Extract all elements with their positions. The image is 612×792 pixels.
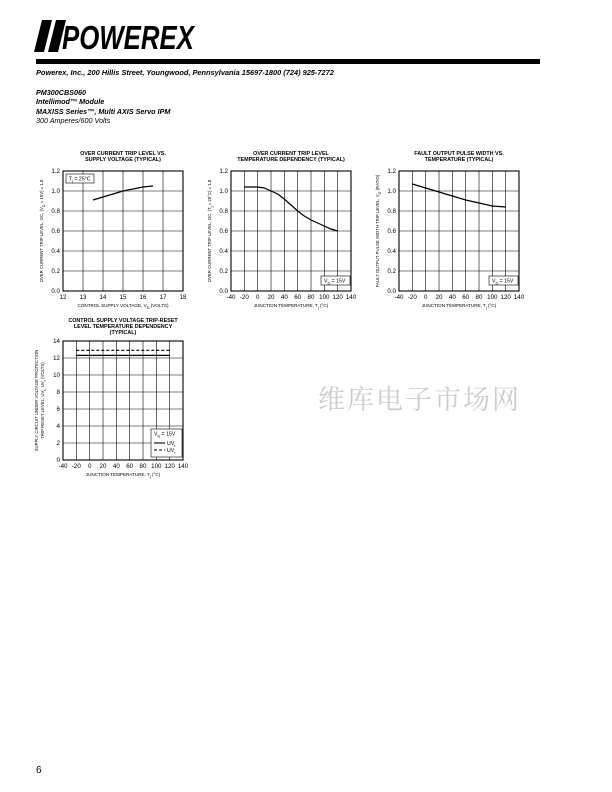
y-axis-label: OVER CURRENT TRIP LEVEL, OC, $(T_j = 25^\circ C) = 1.0$: [207, 179, 214, 283]
x-axis-label: JUNCTION TEMPERATURE, $T_j$ (°C): [421, 303, 497, 310]
y-tick-label: 0.8: [387, 208, 396, 215]
y-tick-label: 0.8: [51, 208, 60, 215]
x-axis-label: JUNCTION TEMPERATURE, $T_j$ (°C): [253, 303, 329, 310]
y-tick-label: 10: [53, 372, 60, 379]
product-line: Intellimod™ Module: [36, 97, 105, 107]
y-tick-label: 1.0: [219, 188, 228, 195]
y-tick-label: 12: [53, 355, 60, 362]
x-tick-label: 80: [139, 463, 147, 470]
y-tick-label: 0: [56, 457, 60, 464]
y-tick-label: 1.2: [219, 168, 228, 175]
x-tick-label: 0: [423, 294, 428, 301]
y-tick-label: 1.2: [51, 168, 60, 175]
y-tick-label: 4: [56, 423, 60, 430]
x-tick-label: 100: [487, 294, 498, 301]
legend-label: $UV_t$: [167, 441, 176, 448]
x-tick-label: 17: [159, 294, 167, 301]
chart-title-line: FAULT OUTPUT PULSE WIDTH VS.: [414, 151, 504, 157]
chart-title-line: (TYPICAL): [109, 330, 137, 336]
y-tick-label: 0.4: [51, 248, 60, 255]
y-tick-label: 0.4: [387, 248, 396, 255]
y-tick-label: 0.6: [387, 228, 396, 235]
x-tick-label: 140: [345, 294, 357, 301]
x-tick-label: 120: [500, 294, 511, 301]
brand-wordmark: POWEREX: [62, 19, 196, 56]
x-tick-label: 18: [179, 294, 187, 301]
product-rating: 300 Amperes/600 Volts: [36, 116, 111, 126]
x-tick-label: 140: [177, 463, 189, 470]
y-axis-label: OVER CURRENT TRIP LEVEL, OC, $(V_D = 15V) = 1.0$: [39, 179, 46, 283]
x-tick-label: 40: [280, 294, 288, 301]
x-tick-label: -40: [394, 294, 404, 301]
powerex-logo: [36, 18, 196, 54]
chart-title-line: CONTROL SUPPLY VOLTAGE TRIP-RESET: [68, 318, 178, 324]
x-tick-label: 120: [332, 294, 343, 301]
x-tick-label: 13: [79, 294, 87, 301]
product-block: [36, 88, 170, 126]
x-tick-label: 60: [462, 294, 470, 301]
y-tick-label: 0.0: [51, 288, 60, 295]
watermark: 维库电子市场网: [318, 385, 521, 416]
annotation-text: $V_D = 15V$: [154, 431, 176, 439]
page-number: 6: [36, 765, 42, 776]
chart-title-line: TEMPERATURE (TYPICAL): [424, 157, 494, 163]
x-tick-label: 40: [112, 463, 120, 470]
x-tick-label: 20: [99, 463, 107, 470]
chart-title-line: OVER CURRENT TRIP LEVEL VS.: [80, 151, 166, 157]
chart-fault-pulse-width-temperature: [366, 147, 536, 312]
series-line: [412, 184, 505, 207]
annotation-text: $V_D = 15V$: [324, 278, 346, 286]
y-axis-label: FAULT OUTPUT PULSE WIDTH TRIP LEVEL, $V_D$ (RATIO): [375, 174, 382, 288]
x-tick-label: 16: [139, 294, 147, 301]
y-tick-label: 0.8: [219, 208, 228, 215]
y-tick-label: 0.6: [219, 228, 228, 235]
x-tick-label: 20: [435, 294, 443, 301]
y-tick-label: 0.0: [387, 288, 396, 295]
x-tick-label: -40: [226, 294, 236, 301]
x-axis-label: JUNCTION TEMPERATURE, $T_j$ (°C): [85, 472, 161, 479]
x-tick-label: -20: [239, 294, 249, 301]
y-tick-label: 1.0: [51, 188, 60, 195]
series-name: MAXISS Series™, Multi AXIS Servo IPM: [36, 106, 171, 116]
x-tick-label: -20: [407, 294, 417, 301]
y-tick-label: 0.6: [51, 228, 60, 235]
y-axis-label: SUPPLY CIRCUIT UNDER VOLTAGE PROTECTION: [34, 349, 39, 452]
annotation-text: $V_D = 15V$: [492, 278, 514, 286]
x-tick-label: 120: [164, 463, 175, 470]
y-tick-label: 0.4: [219, 248, 228, 255]
y-tick-label: 0.2: [51, 268, 60, 275]
x-tick-label: 12: [59, 294, 67, 301]
x-tick-label: 20: [267, 294, 275, 301]
chart-title-line: SUPPLY VOLTAGE (TYPICAL): [85, 157, 161, 163]
y-tick-label: 0.2: [387, 268, 396, 275]
chart-uv-trip-reset-temperature: [30, 314, 200, 484]
chart-title-line: OVER CURRENT TRIP LEVEL: [253, 151, 329, 157]
chart-oc-trip-vs-supply-voltage: [30, 147, 200, 312]
y-tick-label: 0.2: [219, 268, 228, 275]
chart-oc-trip-temperature: [198, 147, 368, 312]
part-number: PM300CBS060: [36, 88, 86, 97]
x-tick-label: 15: [119, 294, 127, 301]
x-tick-label: 60: [294, 294, 302, 301]
series-line: [244, 187, 337, 231]
x-tick-label: -20: [71, 463, 81, 470]
chart-title-line: LEVEL TEMPERATURE DEPENDENCY: [73, 324, 173, 330]
x-tick-label: 60: [126, 463, 134, 470]
x-tick-label: 100: [151, 463, 162, 470]
legend-label: $UV_r$: [167, 448, 176, 455]
x-axis-label: CONTROL SUPPLY VOLTAGE, $V_D$ (VOLTS): [77, 303, 169, 310]
y-tick-label: 2: [56, 440, 60, 447]
x-tick-label: -40: [58, 463, 68, 470]
x-tick-label: 140: [513, 294, 525, 301]
y-tick-label: 6: [56, 406, 60, 413]
company-address: Powerex, Inc., 200 Hillis Street, Youngwood, Pennsylvania 15697-1800 (724) 925-7272: [36, 68, 334, 77]
annotation-text: $T_j = 25^\circ C$: [69, 176, 91, 184]
y-axis-label: TRIP RESET LEVEL, $UV_{t,}$ $UV_r$ (VOLTS): [40, 362, 47, 439]
header-rule: [36, 59, 540, 64]
y-tick-label: 14: [53, 338, 60, 345]
x-tick-label: 80: [307, 294, 315, 301]
x-tick-label: 80: [475, 294, 483, 301]
x-tick-label: 14: [99, 294, 107, 301]
x-tick-label: 0: [255, 294, 260, 301]
chart-title-line: TEMPERATURE DEPENDENCY (TYPICAL): [237, 157, 345, 163]
x-tick-label: 100: [319, 294, 330, 301]
y-tick-label: 1.2: [387, 168, 396, 175]
y-tick-label: 0.0: [219, 288, 228, 295]
y-tick-label: 1.0: [387, 188, 396, 195]
y-tick-label: 8: [56, 389, 60, 396]
x-tick-label: 0: [87, 463, 92, 470]
x-tick-label: 40: [448, 294, 456, 301]
